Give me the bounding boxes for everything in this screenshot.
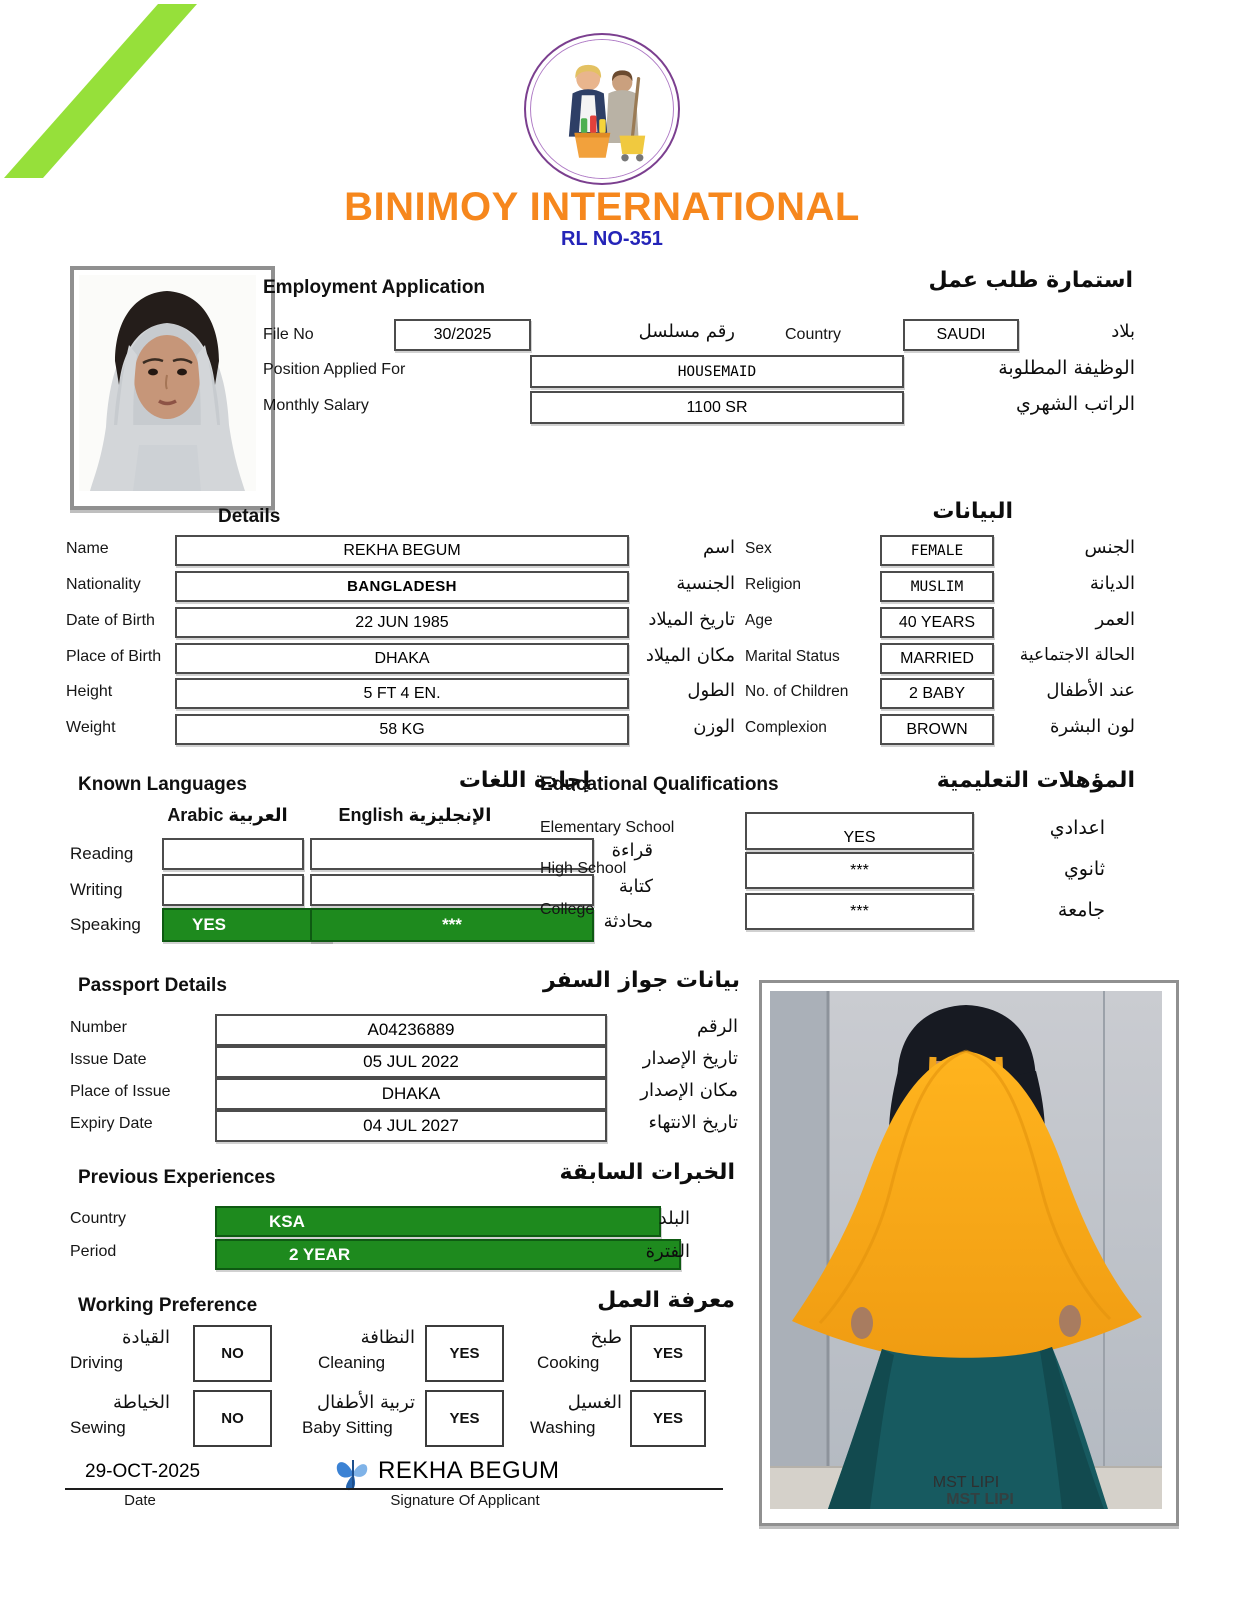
education-title-ar: المؤهلات التعليمية — [936, 768, 1135, 793]
education-label: High School — [540, 860, 627, 877]
detail-label: Nationality — [66, 576, 141, 593]
preference-label-ar: النظافة — [360, 1327, 415, 1348]
country-label: Country — [785, 326, 842, 343]
detail-label: Name — [66, 540, 109, 557]
detail-label-ar: اسم — [702, 537, 735, 558]
language-arabic-value — [162, 874, 304, 906]
preference-value: YES — [425, 1390, 504, 1447]
details-title-ar: البيانات — [932, 499, 1013, 524]
preference-label-en: Cooking — [537, 1353, 600, 1372]
cleaning-crew-illustration — [531, 40, 673, 178]
salary-value: 1100 SR — [530, 391, 904, 424]
date-value: 29-OCT-2025 — [85, 1461, 201, 1482]
detail-value: DHAKA — [175, 643, 629, 674]
photo-watermark-line1: MST LIPI — [932, 1474, 1000, 1491]
detail-label: Place of Birth — [66, 648, 162, 665]
passport-label-ar: الرقم — [696, 1016, 738, 1037]
education-label-ar: ثانوي — [1063, 858, 1105, 880]
passport-value: DHAKA — [215, 1078, 607, 1110]
position-value: HOUSEMAID — [530, 355, 904, 388]
experience-value: 2 YEAR — [215, 1239, 681, 1270]
language-arabic-value — [162, 838, 304, 870]
agency-logo — [524, 33, 680, 185]
passport-title-en: Passport Details — [78, 975, 227, 996]
detail-label: Age — [745, 612, 773, 629]
passport-label-ar: تاريخ الإصدار — [642, 1048, 738, 1069]
experience-label-ar: البلد — [658, 1208, 690, 1229]
country-label-ar: بلاد — [1111, 321, 1135, 342]
language-english-value: *** — [310, 908, 594, 942]
preference-label-en: Cleaning — [318, 1353, 386, 1372]
license-number: RL NO-351 — [561, 228, 663, 250]
passport-label-ar: مكان الإصدار — [640, 1080, 738, 1101]
application-title-ar: استمارة طلب عمل — [928, 268, 1133, 293]
education-value: *** — [745, 893, 974, 930]
position-label-ar: الوظيفة المطلوبة — [998, 357, 1135, 379]
arabic-column-ar: العربية — [228, 805, 288, 826]
detail-value: REKHA BEGUM — [175, 535, 629, 566]
detail-label-ar: الجنس — [1084, 537, 1135, 558]
experience-label: Period — [70, 1243, 117, 1260]
detail-label-ar: العمر — [1095, 609, 1135, 630]
preference-value: NO — [193, 1390, 272, 1447]
english-column-en: English — [338, 805, 404, 825]
preference-value: NO — [193, 1325, 272, 1382]
passport-label: Place of Issue — [70, 1083, 171, 1100]
languages-title-ar: إجادة اللغات — [458, 768, 590, 793]
arabic-column-en: Arabic — [167, 805, 224, 825]
signature-label: Signature Of Applicant — [390, 1492, 540, 1509]
detail-label-ar: الطول — [687, 680, 735, 701]
applicant-full-photo — [759, 980, 1179, 1526]
experience-title-ar: الخبرات السابقة — [559, 1160, 735, 1185]
detail-label-ar: الجنسية — [676, 573, 735, 594]
experience-label-ar: الفترة — [645, 1241, 690, 1262]
file-no-value: 30/2025 — [394, 319, 531, 351]
salary-label-ar: الراتب الشهري — [1016, 393, 1135, 415]
country-value: SAUDI — [903, 319, 1019, 351]
preference-value: YES — [425, 1325, 504, 1382]
applicant-portrait-photo — [70, 266, 275, 510]
education-label-ar: اعدادي — [1049, 817, 1105, 839]
salary-label: Monthly Salary — [263, 397, 369, 414]
passport-value: A04236889 — [215, 1014, 607, 1046]
language-arabic-value: YES — [162, 908, 332, 942]
detail-label-ar: لون البشرة — [1049, 716, 1135, 737]
passport-label: Number — [70, 1019, 127, 1036]
position-label: Position Applied For — [263, 361, 406, 378]
preference-label-en: Washing — [530, 1418, 596, 1437]
detail-value: MUSLIM — [880, 571, 994, 602]
preference-label-ar: تربية الأطفال — [316, 1392, 415, 1413]
application-title-en: Employment Application — [263, 277, 486, 298]
preferences-title-en: Working Preference — [78, 1295, 258, 1316]
detail-label: No. of Children — [745, 683, 849, 700]
education-label-ar: جامعة — [1057, 899, 1105, 921]
detail-value: BANGLADESH — [175, 571, 629, 602]
file-no-label: File No — [263, 326, 314, 343]
experience-label: Country — [70, 1210, 127, 1227]
preference-value: YES — [630, 1325, 706, 1382]
detail-label: Sex — [745, 540, 772, 557]
detail-label: Marital Status — [745, 648, 840, 665]
english-column-header — [305, 805, 525, 826]
education-value: *** — [745, 852, 974, 889]
signature-value: REKHA BEGUM — [378, 1457, 560, 1484]
education-value: YES — [745, 812, 974, 850]
detail-value: 40 YEARS — [880, 607, 994, 638]
passport-label: Expiry Date — [70, 1115, 153, 1132]
detail-label-ar: عند الأطفال — [1046, 680, 1135, 701]
passport-title-ar: بيانات جواز السفر — [542, 968, 740, 993]
detail-label-ar: الديانة — [1089, 573, 1135, 594]
corner-stripe-decoration — [0, 0, 210, 190]
education-label: Elementary School — [540, 819, 675, 836]
portrait-illustration — [79, 275, 256, 491]
detail-value: BROWN — [880, 714, 994, 745]
detail-label: Religion — [745, 576, 802, 593]
language-row-label-ar: قراءة — [611, 840, 653, 861]
experience-title-en: Previous Experiences — [78, 1167, 276, 1188]
education-title-en: Educational Qualifications — [540, 774, 779, 795]
detail-value: MARRIED — [880, 643, 994, 674]
detail-label: Height — [66, 683, 113, 700]
file-no-label-ar: رقم مسلسل — [638, 321, 735, 342]
language-row-label: Reading — [70, 844, 134, 863]
detail-label-ar: الحالة الاجتماعية — [1019, 645, 1135, 665]
experience-value: KSA — [215, 1206, 661, 1237]
preference-label-ar: الغسيل — [567, 1392, 622, 1413]
preference-label-en: Baby Sitting — [302, 1418, 393, 1437]
agency-name: BINIMOY INTERNATIONAL — [344, 185, 860, 229]
preference-label-ar: طبخ — [590, 1327, 622, 1348]
passport-label: Issue Date — [70, 1051, 147, 1068]
language-row-label-ar: محادثة — [603, 911, 653, 932]
detail-value: FEMALE — [880, 535, 994, 566]
preference-label-ar: القيادة — [122, 1327, 170, 1348]
passport-value: 05 JUL 2022 — [215, 1046, 607, 1078]
detail-value: 58 KG — [175, 714, 629, 745]
preference-label-en: Driving — [70, 1353, 123, 1372]
language-row-label-ar: كتابة — [618, 876, 653, 897]
photo-watermark-line2: MST LIPI — [946, 1491, 1014, 1508]
detail-label-ar: تاريخ الميلاد — [648, 609, 735, 630]
detail-value: 5 FT 4 EN. — [175, 678, 629, 709]
languages-title-en: Known Languages — [78, 774, 247, 795]
preference-label-ar: الخياطة — [113, 1392, 170, 1413]
detail-label: Date of Birth — [66, 612, 155, 629]
passport-label-ar: تاريخ الانتهاء — [648, 1112, 738, 1133]
passport-value: 04 JUL 2027 — [215, 1110, 607, 1142]
detail-label: Weight — [66, 719, 116, 736]
language-row-label: Writing — [70, 880, 123, 899]
footer-rule — [65, 1488, 723, 1490]
preference-label-en: Sewing — [70, 1418, 126, 1437]
english-column-ar: الإنجليزية — [408, 805, 492, 826]
preferences-title-ar: معرفة العمل — [597, 1288, 735, 1313]
preference-value: YES — [630, 1390, 706, 1447]
date-label: Date — [124, 1492, 156, 1509]
language-row-label: Speaking — [70, 915, 141, 934]
detail-label-ar: الوزن — [693, 716, 735, 737]
detail-label: Complexion — [745, 719, 827, 736]
details-title-en: Details — [218, 506, 281, 527]
education-label: College — [540, 901, 595, 918]
arabic-column-header — [150, 805, 305, 826]
butterfly-signature-icon — [333, 1452, 373, 1492]
full-body-illustration — [770, 991, 1162, 1509]
detail-value: 2 BABY — [880, 678, 994, 709]
detail-label-ar: مكان الميلاد — [645, 645, 735, 666]
detail-value: 22 JUN 1985 — [175, 607, 629, 638]
